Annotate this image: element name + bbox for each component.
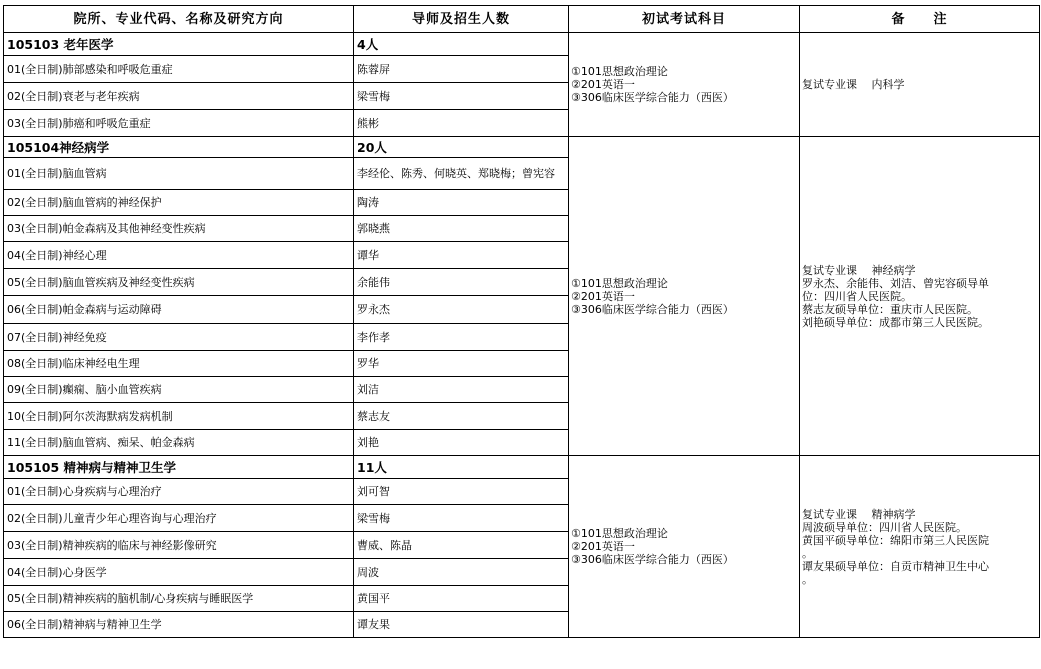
advisor-cell: 陶涛	[354, 190, 569, 216]
advisor-cell: 刘可智	[354, 479, 569, 505]
group-row	[4, 33, 1040, 56]
direction-cell: 03(全日制)精神疾病的临床与神经影像研究	[4, 532, 354, 559]
advisor-cell: 黄国平	[354, 586, 569, 612]
advisor-cell: 刘艳	[354, 430, 569, 456]
header-row	[4, 6, 1040, 33]
exam-line: ②201英语一	[571, 540, 635, 553]
direction-cell: 05(全日制)精神疾病的脑机制/心身疾病与睡眠医学	[4, 586, 354, 612]
advisor-cell: 罗永杰	[354, 296, 569, 324]
notes-cell	[800, 137, 1040, 456]
group-count: 11人	[354, 456, 569, 479]
group-count: 4人	[354, 33, 569, 56]
note-main: 复试专业课 精神病学	[802, 507, 916, 521]
notes-cell	[800, 33, 1040, 137]
direction-cell: 04(全日制)心身医学	[4, 559, 354, 586]
note-main: 复试专业课 神经病学	[802, 263, 916, 277]
advisor-cell: 郭晓燕	[354, 216, 569, 242]
advisor-cell: 余能伟	[354, 269, 569, 296]
direction-cell: 03(全日制)帕金森病及其他神经变性疾病	[4, 216, 354, 242]
direction-cell: 01(全日制)心身疾病与心理治疗	[4, 479, 354, 505]
group-title: 105105 精神病与精神卫生学	[4, 456, 354, 479]
direction-cell: 06(全日制)帕金森病与运动障碍	[4, 296, 354, 324]
admissions-table	[3, 5, 1040, 638]
exam-line: ③306临床医学综合能力（西医）	[571, 91, 734, 104]
exam-subjects	[569, 137, 800, 456]
advisor-cell: 梁雪梅	[354, 505, 569, 532]
advisor-cell: 蔡志友	[354, 403, 569, 430]
note-line: 蔡志友硕导单位：重庆市人民医院。	[802, 302, 978, 316]
direction-cell: 09(全日制)癫痫、脑小血管疾病	[4, 377, 354, 403]
advisor-cell: 熊彬	[354, 110, 569, 137]
note-line: 刘艳硕导单位：成都市第三人民医院。	[802, 315, 989, 329]
direction-cell: 11(全日制)脑血管病、痴呆、帕金森病	[4, 430, 354, 456]
group-row	[4, 137, 1040, 158]
note-line: 罗永杰、余能伟、刘洁、曾宪容硕导单	[802, 276, 989, 290]
direction-cell: 02(全日制)儿童青少年心理咨询与心理治疗	[4, 505, 354, 532]
exam-line: ③306临床医学综合能力（西医）	[571, 553, 734, 566]
direction-cell: 10(全日制)阿尔茨海默病发病机制	[4, 403, 354, 430]
advisor-cell: 曹威、陈晶	[354, 532, 569, 559]
direction-cell: 04(全日制)神经心理	[4, 242, 354, 269]
header-direction: 院所、专业代码、名称及研究方向	[4, 6, 354, 33]
direction-cell: 01(全日制)脑血管病	[4, 158, 354, 190]
exam-subjects	[569, 456, 800, 638]
advisor-cell: 罗华	[354, 351, 569, 377]
group-title: 105103 老年医学	[4, 33, 354, 56]
note-main: 复试专业课 内科学	[802, 78, 905, 91]
advisor-cell: 梁雪梅	[354, 83, 569, 110]
note-line: 周波硕导单位：四川省人民医院。	[802, 520, 967, 534]
exam-subjects	[569, 33, 800, 137]
direction-cell: 08(全日制)临床神经电生理	[4, 351, 354, 377]
direction-cell: 02(全日制)衰老与老年疾病	[4, 83, 354, 110]
exam-line: ③306临床医学综合能力（西医）	[571, 302, 734, 316]
note-line: 。	[802, 572, 813, 586]
note-line: 位：四川省人民医院。	[802, 289, 912, 303]
note-line: 谭友果硕导单位：自贡市精神卫生中心	[802, 559, 989, 573]
header-exam: 初试考试科目	[569, 6, 800, 33]
exam-line: ①101思想政治理论	[571, 276, 668, 290]
note-line: 黄国平硕导单位：绵阳市第三人民医院	[802, 533, 989, 547]
advisor-cell: 李经伦、陈秀、何晓英、郑晓梅；曾宪容	[354, 158, 569, 190]
direction-cell: 06(全日制)精神病与精神卫生学	[4, 612, 354, 638]
exam-line: ①101思想政治理论	[571, 65, 668, 78]
exam-line: ②201英语一	[571, 78, 635, 91]
direction-cell: 05(全日制)脑血管疾病及神经变性疾病	[4, 269, 354, 296]
group-title: 105104神经病学	[4, 137, 354, 158]
header-advisor: 导师及招生人数	[354, 6, 569, 33]
direction-cell: 07(全日制)神经免疫	[4, 324, 354, 351]
advisor-cell: 周波	[354, 559, 569, 586]
direction-cell: 03(全日制)肺癌和呼吸危重症	[4, 110, 354, 137]
advisor-cell: 谭友果	[354, 612, 569, 638]
advisor-cell: 李作孝	[354, 324, 569, 351]
notes-cell	[800, 456, 1040, 638]
note-line: 。	[802, 546, 813, 560]
exam-line: ②201英语一	[571, 289, 635, 303]
exam-line: ①101思想政治理论	[571, 527, 668, 540]
header-notes: 备 注	[800, 6, 1040, 33]
advisor-cell: 陈蓉屏	[354, 56, 569, 83]
group-count: 20人	[354, 137, 569, 158]
group-row	[4, 456, 1040, 479]
advisor-cell: 谭华	[354, 242, 569, 269]
advisor-cell: 刘洁	[354, 377, 569, 403]
direction-cell: 01(全日制)肺部感染和呼吸危重症	[4, 56, 354, 83]
direction-cell: 02(全日制)脑血管病的神经保护	[4, 190, 354, 216]
